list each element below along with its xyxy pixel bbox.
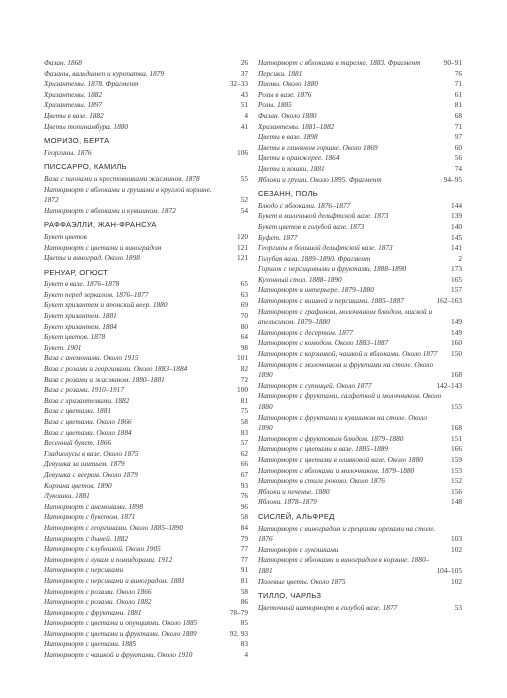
index-entry [44,69,248,80]
entry-title: Букет цветов [44,231,87,241]
entry-page-number: 41 [240,121,248,131]
index-entry [258,338,462,349]
entry-title: Корзина цветов. 1890 [44,480,112,490]
entry-page-number: 37 [240,68,248,78]
index-entry [44,502,248,513]
entry-title: Натюрморт с георгинами. Около 1885–1890 [44,522,184,532]
index-entry [258,122,462,133]
entry-page-number: 151 [451,433,462,443]
entry-title: Ваза с цветами. Около 1884 [44,427,132,437]
entry-title: Натюрморт с графином, молочником блюдом, миской и апельсином. 1879–1880 [258,306,433,327]
entry-title: Весенний букет. 1866 [44,438,112,448]
entry-title: Букет перед зеркалом. 1876–1877 [44,289,149,299]
index-entry [44,375,248,386]
entry-title: Натюрморт с цветами и опунциями. Около 1885 [44,618,198,628]
entry-title: Натюрморт с виноградом и грецкими орехами на столе. 1876 [258,523,436,544]
entry-title: Натюрморт с вишней и персиками. 1885–1887 [258,296,404,306]
index-entry [44,608,248,619]
entry-page-number: 139 [451,211,462,221]
entry-page-number: 76 [454,68,462,78]
entry-page-number: 58 [240,512,248,522]
entry-title: Натюрморт с яблоками в тарелке. 1883. Фрагмент [258,58,421,67]
index-entry [258,444,462,455]
index-entry [44,353,248,364]
index-entry [44,148,248,159]
entry-title: Хризантемы. 1882 [44,89,103,99]
entry-title: Хризантемы. 1881–1882 [258,121,335,131]
entry-title: Натюрморт с цветами и виноградом [44,242,162,252]
entry-title: Девушка с веером. Около 1879 [44,469,138,479]
entry-page-number: 101 [237,353,248,363]
entry-page-number: 159 [451,454,462,464]
entry-title: Фазан. Около 1880 [258,110,317,120]
index-entry [258,455,462,466]
entry-page-number: 75 [240,406,248,416]
entry-title: Пионы. Около 1880 [258,79,318,89]
entry-title: Цветы топинамбура. 1880 [44,121,129,131]
entry-page-number: 144 [451,200,462,210]
entry-page-number: 152 [451,476,462,486]
entry-title: Натюрморт с фруктами, салфеткой и молочником. Около 1880 [258,391,442,411]
entry-page-number: 60 [454,142,462,152]
entry-title: Яблоки. 1878–1879 [258,497,317,507]
index-column-right [258,58,462,613]
index-entry [258,413,462,434]
entry-title: Хризантемы. 1897 [44,100,103,110]
entry-title: Хризантемы. 1878. Фрагмент [44,79,139,89]
entry-title: Натюрморт с супницей. Около 1877 [258,380,372,390]
index-entry [44,332,248,343]
entry-page-number: 71 [454,121,462,131]
index-entry [44,576,248,587]
entry-page-number: 100 [237,385,248,395]
index-entry [44,290,248,301]
entry-title: Цветочный натюрморт в голубой вазе. 1877 [258,602,398,612]
entry-title: Ваза с цветами. Около 1866 [44,417,132,426]
entry-title: Натюрморт с анемонами. 1898 [44,501,144,511]
entry-page-number: 26 [240,58,248,67]
index-entry [258,524,462,545]
entry-title: Буфет. 1877 [258,232,298,242]
index-entry [258,545,462,556]
entry-title: Натюрморт с лукам и помидорами. 1912 [44,554,173,564]
index-entry [258,349,462,360]
entry-title: Букет в маленькой дельфтской вазе. 1873 [258,211,389,221]
entry-page-number: 64 [240,332,248,342]
entry-title: Фазан. 1868 [44,58,82,67]
entry-page-number: 102 [451,576,462,586]
entry-page-number: 68 [454,110,462,120]
entry-title: Ваза с розами и жасмином. 1880–1881 [44,374,165,384]
index-entry [258,307,462,328]
index-entry [258,434,462,445]
entry-title: Натюрморт с розами. Около 1866 [44,586,152,596]
entry-page-number: 69 [240,300,248,310]
entry-title: Натюрморт с комодом. Около 1883–1887 [258,338,389,348]
entry-title: Яблоки и печенье. 1880 [258,486,330,496]
entry-title: Цветы в вазе. 1882 [44,110,104,120]
entry-page-number: 51 [240,100,248,110]
index-entry [44,232,248,243]
index-entry [44,470,248,481]
index-entry [44,523,248,534]
index-entry [258,143,462,154]
entry-title: Натюрморт с десертом. 1877 [258,327,354,337]
index-entry [258,555,462,576]
entry-title: Букет цветов. 1878 [44,332,106,342]
entry-title: Яблоки и груши. Около 1895. Фрагмент [258,174,382,184]
entry-title: Натюрморт с лукошками [258,544,339,554]
entry-title: Натюрморт с цветами. 1885 [44,639,137,649]
entry-page-number: 104–105 [436,565,462,575]
index-entry [44,544,248,555]
index-entry [44,253,248,264]
entry-page-number: 62 [240,448,248,458]
entry-page-number: 160 [451,338,462,348]
entry-page-number: 61 [454,89,462,99]
entry-page-number: 52 [240,195,248,205]
index-entry [44,122,248,133]
entry-title: Георгины. 1876 [44,147,92,157]
index-entry [44,565,248,576]
index-entry [44,428,248,439]
index-entry [44,311,248,322]
index-entry [44,491,248,502]
index-entry [44,449,248,460]
index-entry [258,164,462,175]
entry-title: Букет. 1901 [44,342,82,352]
entry-page-number: 83 [240,427,248,437]
index-entry [258,69,462,80]
entry-title: Цветы и кошки. 1881 [258,163,325,173]
artist-heading: ПИССАРРО, КАМИЛЬ [44,162,127,172]
entry-title: Девушка за шитьем. 1879 [44,459,125,469]
entry-title: Ваза с цветами. 1881 [44,406,112,416]
entry-page-number: 81 [240,395,248,405]
entry-page-number: 85 [240,618,248,628]
artist-heading: СЕЗАНН, ПОЛЬ [258,189,319,199]
entry-title: Натюрморт с розами. Около 1882 [44,597,152,607]
entry-title: Голубая ваза. 1889–1890. Фрагмент [258,253,371,263]
entry-page-number: 168 [451,370,462,380]
entry-page-number: 53 [454,602,462,612]
artist-heading: ТИЛЛО, ЧАРЛЬЗ [258,591,322,601]
entry-page-number: 84 [240,522,248,532]
index-entry [44,406,248,417]
entry-title: Розы в вазе. 1876 [258,89,312,99]
entry-page-number: 157 [451,285,462,295]
index-entry [258,577,462,588]
entry-page-number: 173 [451,264,462,274]
entry-title: Натюрморт с яблоками и виноградом в корзине. 1880–1881 [258,555,430,575]
index-entry [258,476,462,487]
entry-page-number: 2 [458,253,462,263]
entry-page-number: 66 [240,459,248,469]
entry-title: Букет хризантем. 1884 [44,321,117,331]
entry-title: Натюрморт с чашкой и фруктами. Около 1910 [44,650,193,660]
entry-page-number: 162–163 [436,296,462,306]
entry-title: Букет цветов в голубой вазе. 1873 [258,221,365,231]
entry-page-number: 58 [240,586,248,596]
entry-page-number: 71 [454,79,462,89]
entry-title: Лукошки. 1881 [44,491,90,501]
entry-page-number: 90–91 [443,58,462,67]
entry-page-number: 98 [240,342,248,352]
entry-title: Натюрморт в интерьере. 1879–1880 [258,285,374,295]
entry-title: Натюрморт с фруктами. 1881 [44,607,142,617]
entry-page-number: 106 [237,147,248,157]
entry-page-number: 148 [451,497,462,507]
entry-page-number: 102 [451,544,462,554]
index-entry [258,264,462,275]
entry-page-number: 121 [237,253,248,263]
index-entry [258,360,462,381]
index-entry [44,639,248,650]
entry-page-number: 57 [240,438,248,448]
index-entry [44,481,248,492]
index-entry [44,512,248,523]
index-entry [44,650,248,661]
index-entry [44,206,248,217]
index-entry [44,100,248,111]
entry-title: Натюрморт с яблоками и молочником. 1879–1880 [258,465,415,475]
index-entry [258,153,462,164]
entry-page-number: 166 [451,444,462,454]
entry-page-number: 141 [451,243,462,253]
entry-page-number: 65 [240,279,248,289]
entry-page-number: 145 [451,232,462,242]
entry-title: Букет в вазе. 1876–1878 [44,279,120,289]
entry-page-number: 142–143 [436,380,462,390]
entry-page-number: 92, 93 [229,628,248,638]
entry-title: Натюрморт с яблоками и кувшином. 1872 [44,205,176,215]
index-entry [258,603,462,614]
entry-title: Букет хризантем и японский веер. 1880 [44,300,168,310]
entry-title: Георгины в большой дельфтской вазе. 1873 [258,243,393,253]
entry-page-number: 168 [451,423,462,433]
index-entry [44,174,248,185]
entry-page-number: 97 [454,132,462,142]
entry-page-number: 83 [240,639,248,649]
entry-page-number: 32–33 [229,79,248,89]
entry-title: Натюрморт с фруктами и кувшином на столе. Около 1890 [258,412,428,433]
entry-page-number: 55 [240,173,248,183]
index-entry [258,100,462,111]
entry-title: Натюрморт с цветами в вазе. 1885–1889 [258,444,389,454]
entry-page-number: 80 [240,321,248,331]
entry-page-number: 86 [240,597,248,607]
index-entry [44,185,248,206]
entry-title: Натюрморт в стиле рококо. Около 1876 [258,476,385,486]
entry-title: Фазаны, вальдшнеп и куропатка. 1879 [44,68,165,78]
index-entry [258,391,462,412]
entry-page-number: 120 [237,231,248,241]
entry-page-number: 149 [451,327,462,337]
entry-page-number: 54 [240,205,248,215]
entry-title: Ваза с розами и георгинами. Около 1883–1884 [44,364,188,374]
entry-title: Натюрморт с персиками и виноградом. 1881 [44,575,185,585]
entry-page-number: 77 [240,544,248,554]
entry-title: Горшок с персицовыми и фруктами. 1888–1890 [258,264,407,274]
entry-page-number: 165 [451,274,462,284]
entry-title: Ваза с пионами и крестовниками жасминов. 1878 [44,173,200,183]
entry-title: Натюрморт с дыней. 1882 [44,533,129,543]
entry-title: Персики. 1881 [258,68,303,78]
index-entry [258,111,462,122]
entry-page-number: 96 [240,501,248,511]
entry-page-number: 103 [451,534,462,544]
index-entry [44,587,248,598]
index-entry [258,243,462,254]
index-entry [258,79,462,90]
index-entry [44,534,248,545]
artist-heading: МОРИЗО, БЕРТА [44,136,110,146]
entry-title: Натюрморт с фруктовым блюдом. 1879–1880 [258,433,404,443]
index-entry [258,328,462,339]
entry-page-number: 76 [240,491,248,501]
entry-title: Розы. 1885 [258,100,292,110]
entry-page-number: 43 [240,89,248,99]
index-column-left [44,58,248,661]
entry-page-number: 121 [237,242,248,252]
entry-title: Цветы в вазе. 1898 [258,132,318,142]
index-entry [258,275,462,286]
entry-title: Натюрморт с яблоками и грушами в круглой корзине. 1872 [44,184,212,205]
index-entry [258,58,462,69]
entry-title: Букет хризантем. 1881 [44,311,117,321]
index-entry [258,285,462,296]
entry-title: Ваза с анемонами. Около 1915 [44,353,139,363]
entry-title: Блюдо с яблоками. 1876–1877 [258,200,351,210]
entry-page-number: 91 [240,565,248,575]
entry-title: Натюрморт с цветами в оливковой вазе. Около 1880 [258,454,423,464]
entry-page-number: 70 [240,311,248,321]
entry-title: Кухонный стол. 1888–1890 [258,274,342,284]
index-entry [258,175,462,186]
entry-page-number: 78–79 [229,607,248,617]
index-entry [44,417,248,428]
entry-title: Натюрморт с клубникой. Около 1905 [44,544,161,554]
index-entry [44,279,248,290]
index-entry [258,233,462,244]
index-entry [44,90,248,101]
entry-page-number: 155 [451,402,462,411]
entry-page-number: 56 [454,153,462,163]
index-entry [44,364,248,375]
index-entry [258,254,462,265]
entry-page-number: 67 [240,469,248,479]
index-entry [44,111,248,122]
index-entry [258,497,462,508]
entry-page-number: 4 [244,650,248,660]
index-entry [44,385,248,396]
entry-title: Гладиолусы в вазе. Около 1875 [44,448,139,458]
index-entry [44,300,248,311]
artist-heading: РЕНУАР, ОГЮСТ [44,267,109,277]
index-entry [44,459,248,470]
entry-page-number: 140 [451,221,462,231]
entry-title: Цветы и виноград. Около 1898 [44,253,140,263]
entry-title: Полевые цветы. Около 1875 [258,576,346,586]
entry-page-number: 82 [240,364,248,374]
entry-title: Натюрморт с корзинкой, чашкой и яблоками. Около 1877 [258,349,438,359]
artist-heading: СИСЛЕЙ, АЛЬФРЕД [258,511,335,521]
entry-page-number: 74 [454,163,462,173]
artist-heading: РАФФАЭЛЛИ, ЖАН-ФРАНСУА [44,220,157,230]
index-entry [258,90,462,101]
entry-title: Ваза с хризантемами. 1882 [44,395,130,405]
index-entry [258,132,462,143]
index-entry [258,296,462,307]
entry-title: Цветы в оранжерее. 1864 [258,153,340,163]
index-entry [44,396,248,407]
index-entry [44,58,248,69]
entry-page-number: 93 [240,480,248,490]
index-entry [44,597,248,608]
entry-page-number: 153 [451,465,462,475]
index-entry [258,466,462,477]
entry-title: Цветы в глиняном горшке. Около 1869 [258,142,378,152]
index-entry [44,629,248,640]
entry-title: Натюрморт с букетом. 1871 [44,512,136,522]
entry-page-number: 77 [240,554,248,564]
entry-page-number: 58 [240,417,248,426]
index-entry [44,322,248,333]
entry-page-number: 81 [240,575,248,585]
entry-page-number: 63 [240,289,248,299]
entry-title: Ваза с розами. 1910–1917 [44,385,124,395]
index-entry [258,381,462,392]
entry-page-number: 149 [451,317,462,327]
entry-page-number: 156 [451,486,462,496]
entry-page-number: 94–95 [443,174,462,184]
entry-page-number: 72 [240,374,248,384]
index-entry [44,79,248,90]
index-entry [44,618,248,629]
index-entry [258,211,462,222]
entry-title: Натюрморт с молочником и фруктами на столе. Около 1890 [258,359,434,380]
entry-title: Натюрморт с персиками [44,565,124,575]
entry-page-number: 79 [240,533,248,543]
index-entry [44,555,248,566]
index-entry [44,343,248,354]
entry-page-number: 4 [244,110,248,120]
entry-page-number: 81 [454,100,462,110]
index-entry [258,487,462,498]
index-entry [44,243,248,254]
index-entry [258,222,462,233]
entry-page-number: 150 [451,349,462,359]
index-entry [258,201,462,212]
entry-title: Натюрморт с цветами и фруктами. Около 1889 [44,628,197,638]
index-entry [44,438,248,449]
